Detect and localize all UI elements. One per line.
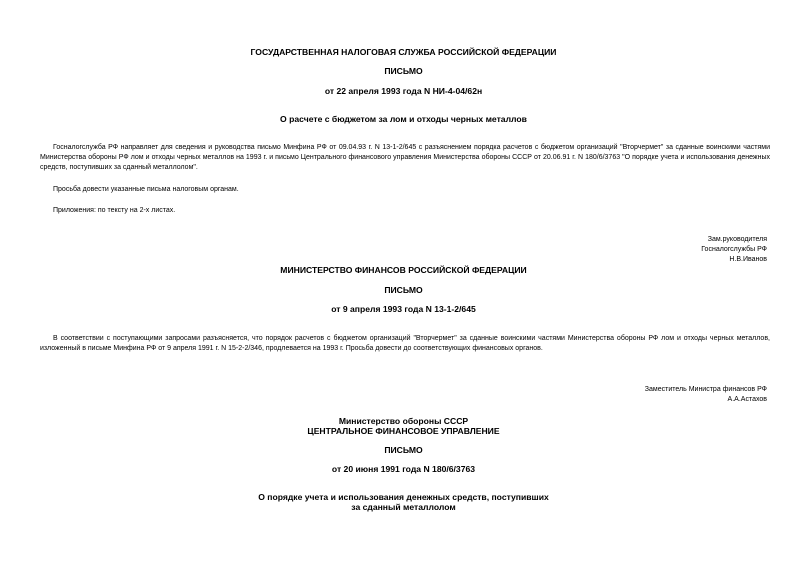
doc3-subject-line2: за сданный металлолом	[351, 502, 456, 512]
doc2-body-paragraph	[40, 334, 770, 354]
doc1-body-text: Госналогслужба РФ направляет для сведения и руководства письмо Минфина РФ от 09.04.93 г. N 13-1-2/645 с разъяснением порядка расчетов с бюджетом организаций "Вторчермет" за сданные воинскими частями Министерства обороны РФ лом и отходы черных металлов на 1993 г. и письмо Центрального финансового управления Министерства обороны СССР от 20.06.91 г. N 180/6/3763 "О порядке учета и использования денежных средств, поступивших за сданный металлолом".	[40, 144, 770, 171]
doc2-agency-heading: МИНИСТЕРСТВО ФИНАНСОВ РОССИЙСКОЙ ФЕДЕРАЦИИ	[280, 265, 527, 275]
doc1-attachment-paragraph	[40, 206, 770, 216]
doc1-signature-block	[701, 235, 767, 265]
doc1-signer-name: Н.В.Иванов	[729, 256, 767, 263]
doc1-body-paragraph	[40, 143, 770, 173]
doc3-date-heading: от 20 июня 1991 года N 180/6/3763	[331, 464, 476, 474]
doc3-subject-line1: О порядке учета и использования денежных средств, поступивших	[258, 492, 549, 502]
doc1-type-heading: ПИСЬМО	[384, 66, 423, 76]
doc1-date-heading: от 22 апреля 1993 года N НИ-4-04/62н	[324, 86, 483, 96]
doc2-signature-block	[645, 385, 767, 405]
doc1-attachment-text: Приложения: по тексту на 2-х листах.	[53, 207, 176, 214]
doc2-signer-name: А.А.Астахов	[727, 396, 767, 403]
doc3-type-heading: ПИСЬМО	[384, 445, 423, 455]
doc1-request-text: Просьба довести указанные письма налоговым органам.	[53, 186, 239, 193]
doc1-subject-heading: О расчете с бюджетом за лом и отходы черных металлов	[280, 114, 527, 124]
doc3-department-heading: ЦЕНТРАЛЬНОЕ ФИНАНСОВОЕ УПРАВЛЕНИЕ	[307, 426, 500, 436]
doc1-agency-heading: ГОСУДАРСТВЕННАЯ НАЛОГОВАЯ СЛУЖБА РОССИЙСКОЙ ФЕДЕРАЦИИ	[250, 47, 557, 57]
doc1-signer-title: Зам.руководителя	[707, 236, 767, 243]
doc2-type-heading: ПИСЬМО	[384, 285, 423, 295]
doc2-date-heading: от 9 апреля 1993 года N 13-1-2/645	[331, 304, 476, 314]
doc1-request-paragraph	[40, 185, 770, 195]
doc2-body-text: В соответствии с поступающими запросами разъясняется, что порядок расчетов с бюджетом организаций "Вторчермет" за сданные воинскими частями Министерства обороны РФ лом и отходы черных металлов, изложенный в письме Минфина РФ от 9 апреля 1991 г. N 15-2-2/346, продлевается на 1993 г. Просьба довести до соответствующих финансовых органов.	[40, 335, 770, 352]
doc2-signer-title: Заместитель Министра финансов РФ	[644, 386, 767, 393]
doc1-signer-org: Госналогслужбы РФ	[701, 246, 767, 253]
doc3-ministry-heading: Министерство обороны СССР	[338, 416, 469, 426]
